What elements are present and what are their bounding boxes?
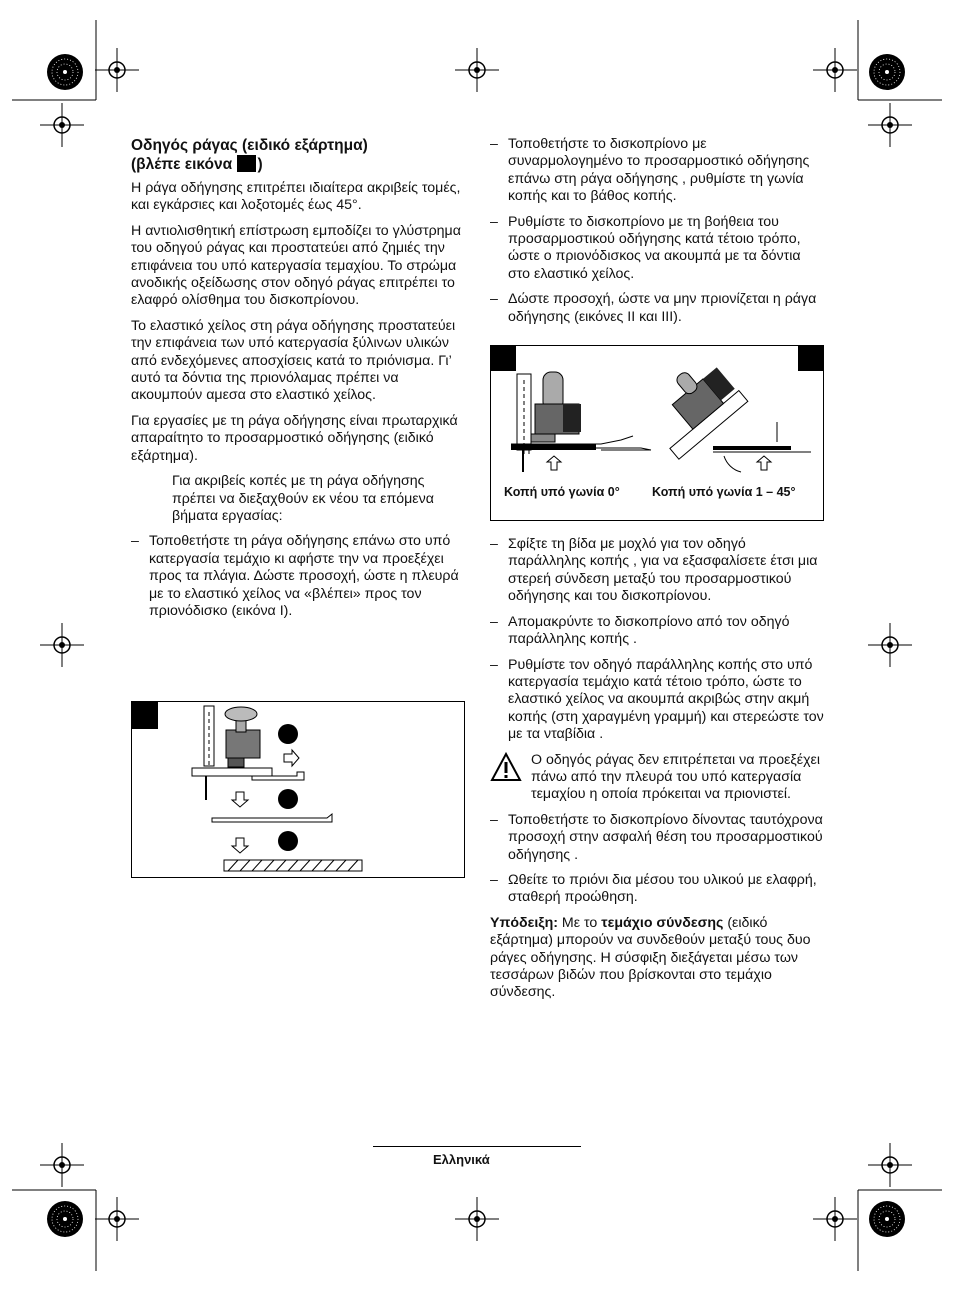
paragraph: Το ελαστικό χείλος στη ράγα οδήγησης προστατεύει την επιφάνεια των υπό κατεργασία ξύλινων υλικών από ενδεχόμενες αποσχίσεις κατά το πριόνισμα. Γι’ αυτό τα δόντια της πριονόλαμας πρέπει να ακουμπούν αμεσα στο ελαστικό χείλος. (131, 317, 456, 404)
note-label: Υπόδειξη: (490, 914, 558, 931)
list-item: – Δώστε προσοχή, ώστε να μην πριονίζεται η ράγα οδήγησης (εικόνες II και III). (490, 291, 825, 326)
registration-cross-icon (868, 1143, 912, 1187)
footer-language: Ελληνικά (433, 1152, 490, 1167)
note-paragraph: Για ακριβείς κοπές με τη ράγα οδήγησης πρέπει να διεξαχθούν εκ νέου τα επόμενα βήματα εργασίας: (172, 473, 434, 524)
registration-star-icon (869, 1201, 905, 1237)
registration-cross-icon (813, 48, 857, 92)
list-item: – Τοποθετήστε το δισκοπρίονο με συναρμολογημένο το προσαρμοστικό οδήγησης επάνω στη ράγα οδήγησης , ρυθμίστε τη γωνία κοπής και το βάθος κοπής. (490, 136, 825, 206)
note-text: Με το (557, 914, 602, 931)
registration-cross-icon (40, 103, 84, 147)
registration-star-icon (869, 54, 905, 90)
registration-cross-icon (455, 1197, 499, 1241)
list-item: – Σφίξτε τη βίδα με μοχλό για τον οδηγό παράλληλης κοπής , για να εξασφαλίσετε έτσι μια στερεή σύνδεση μεταξύ του προσαρμοστικού οδήγησης και του δισκοπρίονου. (490, 536, 825, 606)
figure-caption-1-45-deg: Κοπή υπό γωνία 1 – 45° (652, 485, 796, 499)
registration-cross-icon (95, 1197, 139, 1241)
list-item: – Ωθείτε το πριόνι δια μέσου του υλικού με ελαφρή, σταθερή προώθηση. (490, 872, 825, 907)
heading-line-2-end: ) (257, 156, 263, 173)
registration-cross-icon (95, 48, 139, 92)
registration-cross-icon (455, 48, 499, 92)
figure-caption-0-deg: Κοπή υπό γωνία 0° (504, 485, 620, 499)
list-item: – Ρυθμίστε το δισκοπρίονο με τη βοήθεια του προσαρμοστικού οδήγησης κατά τέτοιο τρόπο, ώστε ο πριονόδισκος να ακουμπά με τα δόντια στο ελαστικό χείλος. (490, 214, 825, 284)
paragraph: Η αντιολισθητική επίστρωση εμποδίζει το γλύστρημα του οδηγού ράγας και προστατεύει από ζημιές την επιφάνεια του υπό κατεργασία τεμαχίου. Το στρώμα ανοδικής οξείδωσης στον οδηγό ράγας επιτρέπει το ελαφρό ολίσθημα του δισκοπρίονου. (131, 222, 461, 309)
registration-cross-icon (813, 1197, 857, 1241)
list-item: – Ρυθμίστε τον οδηγό παράλληλης κοπής στο υπό κατεργασία τεμάχιο κατά τέτοιο τρόπο, ώστε το ελαστικό χείλος να ακουμπά ακριβώς στην ακμή κοπής (στη χαραγμένη γραμμή) και στερεώστε τον με τα νταβίδια . (490, 657, 825, 744)
registration-cross-icon (868, 103, 912, 147)
registration-cross-icon (868, 623, 912, 667)
registration-cross-icon (40, 623, 84, 667)
heading-line-2: (βλέπε εικόνα (131, 156, 237, 173)
list-item: – Τοποθετήστε τη ράγα οδήγησης επάνω στο υπό κατεργασία τεμάχιο κι αφήστε την να προεξέχει προς τα πλάγια. Δώστε προσοχή, ώστε η πλευρά με το ελαστικό χείλος να «βλέπει» προς τον πριονόδισκο (εικόνα I). (131, 533, 466, 620)
registration-cross-icon (40, 1143, 84, 1187)
registration-star-icon (47, 1201, 83, 1237)
list-item: – Απομακρύντε το δισκοπρίονο από τον οδηγό παράλληλης κοπής . (490, 614, 825, 649)
registration-star-icon (47, 54, 83, 90)
paragraph: Η ράγα οδήγησης επιτρέπει ιδιαίτερα ακριβείς τομές, και εγκάρσιες και λοξοτομές έως 45°. (131, 180, 461, 214)
note-text: (ειδικό εξάρτημα) μπορούν να συνδεθούν μεταξύ τους δυο ράγες οδήγησης. Η σύσφιξη διεξάγεται μέσω των τεσσάρων βιδών που βρίσκονται στο τεμάχιο σύνδεσης. (490, 914, 811, 1001)
list-item: – Τοποθετήστε το δισκοπρίονο δίνοντας ταυτόχρονα προσοχή στην ασφαλή θέση του προσαρμοστικού οδήγησης . (490, 812, 825, 864)
note-bold-term: τεμάχιο σύνδεσης (601, 914, 724, 931)
warning-text: Ο οδηγός ράγας δεν επιτρέπεται να προεξέχει πάνω από την πλευρά του υπό κατεργασία τεμαχίου η οποία πρόκειται να πριονιστεί. (531, 751, 821, 803)
paragraph: Για εργασίες με τη ράγα οδήγησης είναι πρωταρχικά απαραίτητο το προσαρμοστικό οδήγησης (ειδικό εξάρτημα). (131, 412, 458, 464)
heading-line-1: Οδηγός ράγας (ειδικό εξάρτημα) (131, 137, 368, 154)
